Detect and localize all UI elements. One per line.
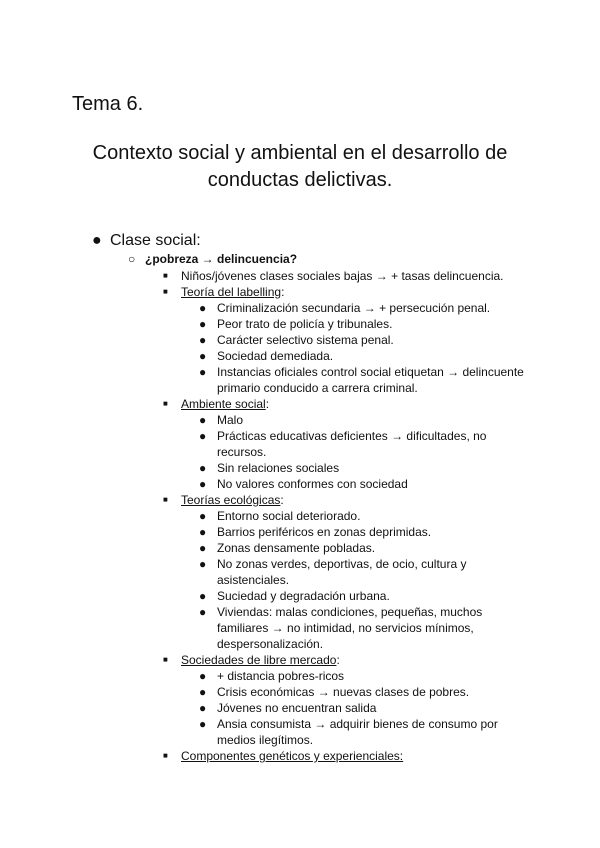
item-text: familiares → no intimidad, no servicios mínimos, [217, 621, 474, 635]
item-text: Zonas densamente pobladas. [217, 541, 376, 555]
item-text: No valores conformes con sociedad [217, 477, 408, 491]
item-text: Criminalización secundaria → + persecución penal. [217, 301, 491, 315]
section-title: Ambiente social [181, 397, 266, 411]
item-text: Ansia consumista → adquirir bienes de consumo por [217, 717, 498, 731]
item-text: + distancia pobres-ricos [217, 669, 345, 683]
bullet-icon: ■ [163, 271, 168, 280]
bullet-icon: ● [199, 301, 207, 315]
item-text: asistenciales. [217, 573, 290, 587]
bullet-icon: ● [199, 541, 207, 555]
item-text: No zonas verdes, deportivas, de ocio, cultura y [217, 557, 467, 571]
bullet-icon: ● [199, 589, 207, 603]
bullet-icon: ● [199, 509, 207, 523]
bullet-icon: ■ [163, 495, 168, 504]
bullet-icon: ● [199, 477, 207, 491]
item-text: Barrios periféricos en zonas deprimidas. [217, 525, 432, 539]
item-text: Entorno social deteriorado. [217, 509, 361, 523]
bullet-icon: ■ [163, 287, 168, 296]
item-text: Suciedad y degradación urbana. [217, 589, 390, 603]
topic-number: Tema 6. [72, 93, 144, 115]
item-text: Peor trato de policía y tribunales. [217, 317, 393, 331]
bullet-icon: ● [92, 232, 102, 249]
item-text: Jóvenes no encuentran salida [217, 701, 377, 715]
item-text: recursos. [217, 445, 267, 459]
heading-clase-social: Clase social: [110, 232, 201, 249]
bullet-icon: ■ [163, 751, 168, 760]
item-text: Viviendas: malas condiciones, pequeñas, muchos [217, 605, 483, 619]
section-title: Componentes genéticos y experienciales: [181, 749, 404, 763]
bullet-icon: ● [199, 413, 207, 427]
item-text: Prácticas educativas deficientes → dificultades, no [217, 429, 487, 443]
bullet-icon: ● [199, 365, 207, 379]
document-title: Contexto social y ambiental en el desarrollo de conductas delictivas. [92, 142, 508, 191]
item-text: Crisis económicas → nuevas clases de pobres. [217, 685, 470, 699]
bullet-icon: ● [199, 701, 207, 715]
item-text: medios ilegítimos. [217, 733, 314, 747]
item-text: Instancias oficiales control social etiquetan → delincuente [217, 365, 524, 379]
bullet-icon: ● [199, 557, 207, 571]
bullet-icon: ○ [128, 252, 136, 266]
item-text: Carácter selectivo sistema penal. [217, 333, 394, 347]
bullet-icon: ● [199, 349, 207, 363]
item-text: Sociedad demediada. [217, 349, 334, 363]
item-text: Malo [217, 413, 244, 427]
bullet-icon: ● [199, 669, 207, 683]
item-text: primario conducido a carrera criminal. [217, 381, 418, 395]
bullet-icon: ● [199, 717, 207, 731]
bullet-icon: ● [199, 525, 207, 539]
question-text: ¿pobreza → delincuencia? [145, 252, 298, 266]
item-text: despersonalización. [217, 637, 324, 651]
bullet-icon: ■ [163, 399, 168, 408]
section-title: Teorías ecológicas [181, 493, 281, 507]
bullet-icon: ● [199, 461, 207, 475]
bullet-icon: ■ [163, 655, 168, 664]
section-title: Teoría del labelling [181, 285, 282, 299]
bullet-icon: ● [199, 317, 207, 331]
document-page: Tema 6. Contexto social y ambiental en el desarrollo de conductas delictivas. ● Clase social: ○ ¿pobreza → delincuencia? ■ Niños/jóvenes clases sociales bajas → + tasas delincuencia. ■ Teoría del labelling: ● Criminalización secundaria → + persecución penal. ● Peor trato de policía y tribunales. ● Carácter selectivo sistema penal. ● Sociedad demediada. ● Instancias oficiales control social etiquetan → delincuente primario conducido a carrera criminal. ■ Ambiente social: ● Malo ● Prácticas educativas deficientes → dificultades, no recursos. ● Sin relaciones sociales ● No valores conformes con sociedad ■ Teorías ecológicas: ● Entorno social deteriorado. ● Barrios periféricos en zonas deprimidas. ● Zonas densamente pobladas. ● No zonas verdes, deportivas, de ocio, cultura y asistenciales. ● Suciedad y degradación urbana. ● Viviendas: malas condiciones, pequeñas, muchos familiares → no intimidad, no servicios mínimos, despersonalización. ■ Sociedades de libre mercado: ● + distancia pobres-ricos ● Crisis económicas → nuevas clases de pobres. ● Jóvenes no encuentran salida ● Ansia consumista → adquirir bienes de consumo por medios ilegítimos. ■ Componentes genéticos y experienciales: [0, 0, 600, 848]
bullet-icon: ● [199, 429, 207, 443]
bullet-icon: ● [199, 685, 207, 699]
bullet-icon: ● [199, 333, 207, 347]
item-text: Sin relaciones sociales [217, 461, 340, 475]
section-title: Sociedades de libre mercado [181, 653, 337, 667]
item-text: Niños/jóvenes clases sociales bajas → + tasas delincuencia. [181, 269, 504, 283]
bullet-icon: ● [199, 605, 207, 619]
